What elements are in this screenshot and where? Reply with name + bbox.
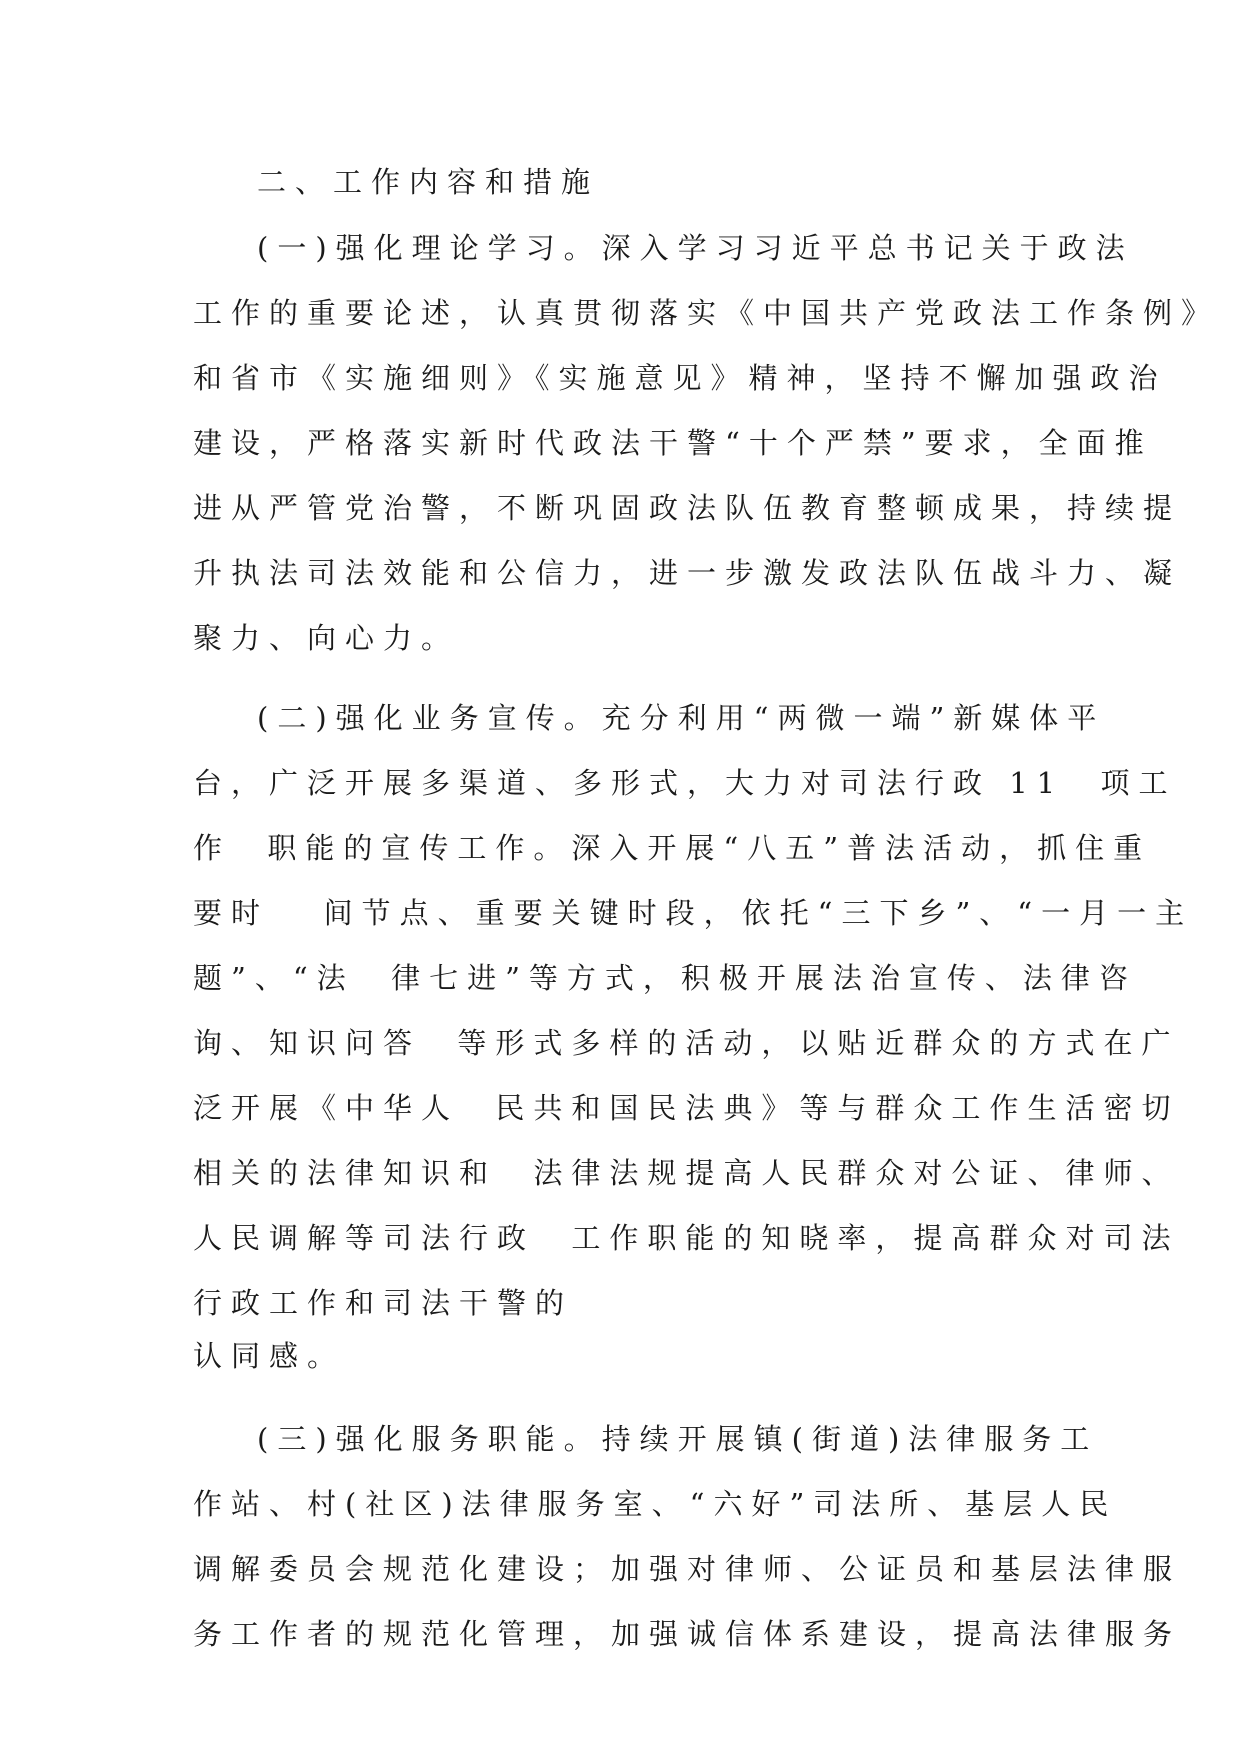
paragraph-line: 调解委员会规范化建设；加强对律师、公证员和基层法律服 (193, 1552, 1182, 1586)
paragraph-line: 聚力、向心力。 (193, 621, 460, 655)
paragraph-line: (二)强化业务宣传。充分利用“两微一端”新媒体平 (257, 701, 1106, 735)
paragraph-line: 要时 间节点、重要关键时段，依托“三下乡”、“一月一主 (193, 896, 1194, 930)
paragraph-line: 务工作者的规范化管理，加强诚信体系建设，提高法律服务 (193, 1617, 1182, 1651)
paragraph-line: 认同感。 (193, 1339, 346, 1373)
paragraph-line: 询、知识问答 等形式多样的活动，以贴近群众的方式在广 (193, 1026, 1180, 1060)
section-heading: 二、工作内容和措施 (257, 165, 600, 199)
paragraph-line: 题”、“法 律七进”等方式，积极开展法治宣传、法律咨 (193, 961, 1137, 995)
paragraph-line: 和省市《实施细则》《实施意见》精神，坚持不懈加强政治 (193, 361, 1167, 395)
paragraph-line: 进从严管党治警，不断巩固政法队伍教育整顿成果，持续提 (193, 491, 1182, 525)
paragraph-line: (一)强化理论学习。深入学习习近平总书记关于政法 (257, 231, 1134, 265)
paragraph-line: 泛开展《中华人 民共和国民法典》等与群众工作生活密切 (193, 1091, 1180, 1125)
paragraph-line: 相关的法律知识和 法律法规提高人民群众对公证、律师、 (193, 1156, 1180, 1190)
paragraph-line: 台，广泛开展多渠道、多形式，大力对司法行政 11 项工 (193, 766, 1177, 800)
paragraph-line: 作站、村(社区)法律服务室、“六好”司法所、基层人民 (193, 1487, 1118, 1521)
paragraph-line: 升执法司法效能和公信力，进一步激发政法队伍战斗力、凝 (193, 556, 1182, 590)
paragraph-line: 建设，严格落实新时代政法干警“十个严禁”要求，全面推 (193, 426, 1153, 460)
paragraph-line: 工作的重要论述，认真贯彻落实《中国共产党政法工作条例》 (193, 296, 1220, 330)
paragraph-line: (三)强化服务职能。持续开展镇(街道)法律服务工 (257, 1422, 1099, 1456)
paragraph-line: 行政工作和司法干警的 (193, 1286, 574, 1320)
paragraph-line: 人民调解等司法行政 工作职能的知晓率，提高群众对司法 (193, 1221, 1180, 1255)
paragraph-line: 作 职能的宣传工作。深入开展“八五”普法活动，抓住重 (193, 831, 1152, 865)
